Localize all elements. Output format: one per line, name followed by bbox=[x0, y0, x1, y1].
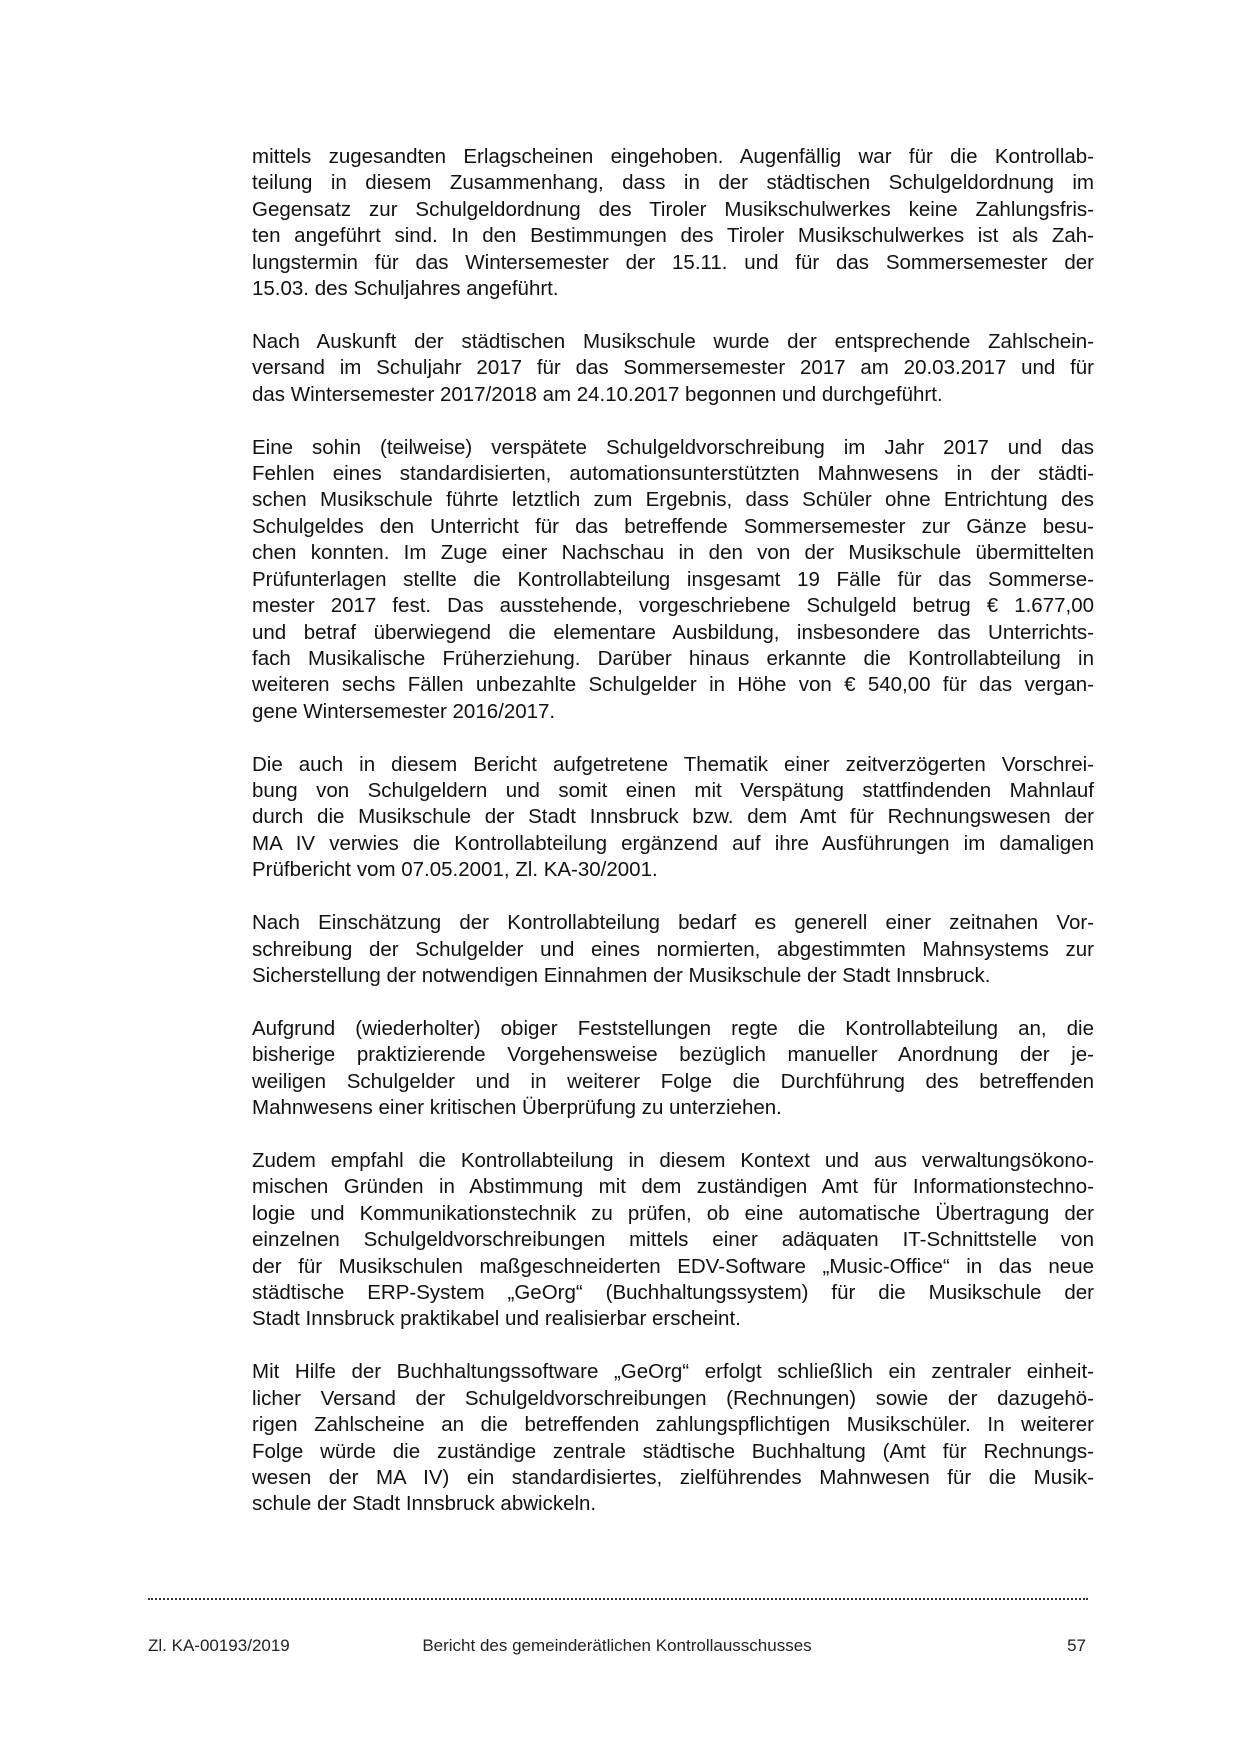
paragraph-line: gene Wintersemester 2016/2017. bbox=[252, 699, 556, 723]
paragraph-line: teilung in diesem Zusammenhang, dass in der städtischen Schulgeldordnung im bbox=[252, 171, 1094, 195]
paragraph-line: Sicherstellung der notwendigen Einnahmen der Musikschule der Stadt Innsbruck. bbox=[252, 963, 991, 987]
footer-report-title: Bericht des gemeinderätlichen Kontrollausschusses bbox=[422, 1636, 812, 1655]
paragraph-line: 15.03. des Schuljahres angeführt. bbox=[252, 277, 559, 301]
paragraph-line: schreibung der Schulgelder und eines normierten, abgestimmten Mahnsystems zur bbox=[252, 937, 1094, 961]
footer-reference-number: Zl. KA-00193/2019 bbox=[148, 1636, 290, 1655]
paragraph-line: Die auch in diesem Bericht aufgetretene Thematik einer zeitverzögerten Vorschrei- bbox=[252, 752, 1094, 776]
paragraph-line: Prüfunterlagen stellte die Kontrollabteilung insgesamt 19 Fälle für das Sommerse- bbox=[252, 567, 1094, 591]
paragraph-line: Eine sohin (teilweise) verspätete Schulgeldvorschreibung im Jahr 2017 und das bbox=[252, 435, 1094, 459]
paragraph-line: bisherige praktizierende Vorgehensweise bezüglich manueller Anordnung der je- bbox=[252, 1043, 1094, 1067]
paragraph-line: bung von Schulgeldern und somit einen mit Verspätung stattfindenden Mahnlauf bbox=[252, 779, 1094, 803]
paragraph-line: durch die Musikschule der Stadt Innsbruck bzw. dem Amt für Rechnungswesen der bbox=[252, 805, 1094, 829]
paragraph-line: Nach Auskunft der städtischen Musikschule wurde der entsprechende Zahlschein- bbox=[252, 329, 1094, 353]
paragraph-line: ten angeführt sind. In den Bestimmungen des Tiroler Musikschulwerkes ist als Zah- bbox=[252, 224, 1094, 248]
body-text bbox=[252, 144, 1094, 1544]
paragraph-line: Prüfbericht vom 07.05.2001, Zl. KA-30/2001. bbox=[252, 858, 658, 882]
paragraph-line: Mahnwesens einer kritischen Überprüfung zu unterziehen. bbox=[252, 1096, 782, 1120]
paragraph-line: wesen der MA IV) ein standardisiertes, zielführendes Mahnwesen für die Musik- bbox=[252, 1465, 1094, 1489]
paragraph-line: das Wintersemester 2017/2018 am 24.10.2017 begonnen und durchgeführt. bbox=[252, 382, 943, 406]
paragraph-line: Fehlen eines standardisierten, automationsunterstützten Mahnwesens in der städti- bbox=[252, 462, 1094, 486]
paragraph-line: der für Musikschulen maßgeschneiderten EDV-Software „Music-Office“ in das neue bbox=[252, 1254, 1094, 1278]
paragraph-line: mittels zugesandten Erlagscheinen eingehoben. Augenfällig war für die Kontrollab- bbox=[252, 145, 1094, 168]
paragraph-line: chen konnten. Im Zuge einer Nachschau in den von der Musikschule übermittelten bbox=[252, 541, 1094, 565]
paragraph-line: Schulgeldes den Unterricht für das betreffende Sommersemester zur Gänze besu- bbox=[252, 514, 1094, 538]
paragraph-line: Folge würde die zuständige zentrale städtische Buchhaltung (Amt für Rechnungs- bbox=[252, 1439, 1094, 1463]
paragraph-line: Aufgrund (wiederholter) obiger Feststellungen regte die Kontrollabteilung an, die bbox=[252, 1016, 1094, 1040]
paragraph-line: und betraf überwiegend die elementare Ausbildung, insbesondere das Unterrichts- bbox=[252, 620, 1094, 644]
body-paragraph bbox=[252, 1359, 1094, 1517]
footer-page-number: 57 bbox=[1067, 1636, 1086, 1655]
paragraph-line: mester 2017 fest. Das ausstehende, vorgeschriebene Schulgeld betrug € 1.677,00 bbox=[252, 594, 1094, 618]
paragraph-line: logie und Kommunikationstechnik zu prüfen, ob eine automatische Übertragung der bbox=[252, 1201, 1094, 1225]
body-paragraph bbox=[252, 752, 1094, 884]
body-paragraph bbox=[252, 144, 1094, 302]
paragraph-line: licher Versand der Schulgeldvorschreibungen (Rechnungen) sowie der dazugehö- bbox=[252, 1386, 1094, 1410]
paragraph-line: Gegensatz zur Schulgeldordnung des Tiroler Musikschulwerkes keine Zahlungsfris- bbox=[252, 197, 1094, 221]
paragraph-line: schule der Stadt Innsbruck abwickeln. bbox=[252, 1492, 597, 1516]
paragraph-line: einzelnen Schulgeldvorschreibungen mittels einer adäquaten IT-Schnittstelle von bbox=[252, 1228, 1094, 1252]
paragraph-line: städtische ERP-System „GeOrg“ (Buchhaltungssystem) für die Musikschule der bbox=[252, 1281, 1094, 1305]
body-paragraph bbox=[252, 1016, 1094, 1122]
paragraph-line: fach Musikalische Früherziehung. Darüber hinaus erkannte die Kontrollabteilung in bbox=[252, 646, 1094, 670]
body-paragraph bbox=[252, 329, 1094, 408]
body-paragraph bbox=[252, 910, 1094, 989]
body-paragraph bbox=[252, 1148, 1094, 1333]
paragraph-line: lungstermin für das Wintersemester der 15.11. und für das Sommersemester der bbox=[252, 250, 1094, 274]
paragraph-line: Nach Einschätzung der Kontrollabteilung bedarf es generell einer zeitnahen Vor- bbox=[252, 911, 1094, 935]
paragraph-line: mischen Gründen in Abstimmung mit dem zuständigen Amt für Informationstechno- bbox=[252, 1175, 1094, 1199]
paragraph-line: weiteren sechs Fällen unbezahlte Schulgelder in Höhe von € 540,00 für das vergan- bbox=[252, 673, 1094, 697]
paragraph-line: Stadt Innsbruck praktikabel und realisierbar erscheint. bbox=[252, 1307, 741, 1331]
paragraph-line: schen Musikschule führte letztlich zum Ergebnis, dass Schüler ohne Entrichtung des bbox=[252, 488, 1094, 512]
paragraph-line: Zudem empfahl die Kontrollabteilung in diesem Kontext und aus verwaltungsökono- bbox=[252, 1149, 1094, 1172]
paragraph-line: rigen Zahlscheine an die betreffenden zahlungspflichtigen Musikschüler. In weiterer bbox=[252, 1413, 1094, 1437]
paragraph-line: versand im Schuljahr 2017 für das Sommersemester 2017 am 20.03.2017 und für bbox=[252, 356, 1094, 380]
body-paragraph bbox=[252, 435, 1094, 725]
paragraph-line: Mit Hilfe der Buchhaltungssoftware „GeOrg“ erfolgt schließlich ein zentraler einheit- bbox=[252, 1360, 1094, 1384]
paragraph-line: weiligen Schulgelder und in weiterer Folge die Durchführung des betreffenden bbox=[252, 1069, 1094, 1093]
footer-dotted-separator bbox=[148, 1598, 1088, 1600]
paragraph-line: MA IV verwies die Kontrollabteilung ergänzend auf ihre Ausführungen im damaligen bbox=[252, 831, 1094, 855]
